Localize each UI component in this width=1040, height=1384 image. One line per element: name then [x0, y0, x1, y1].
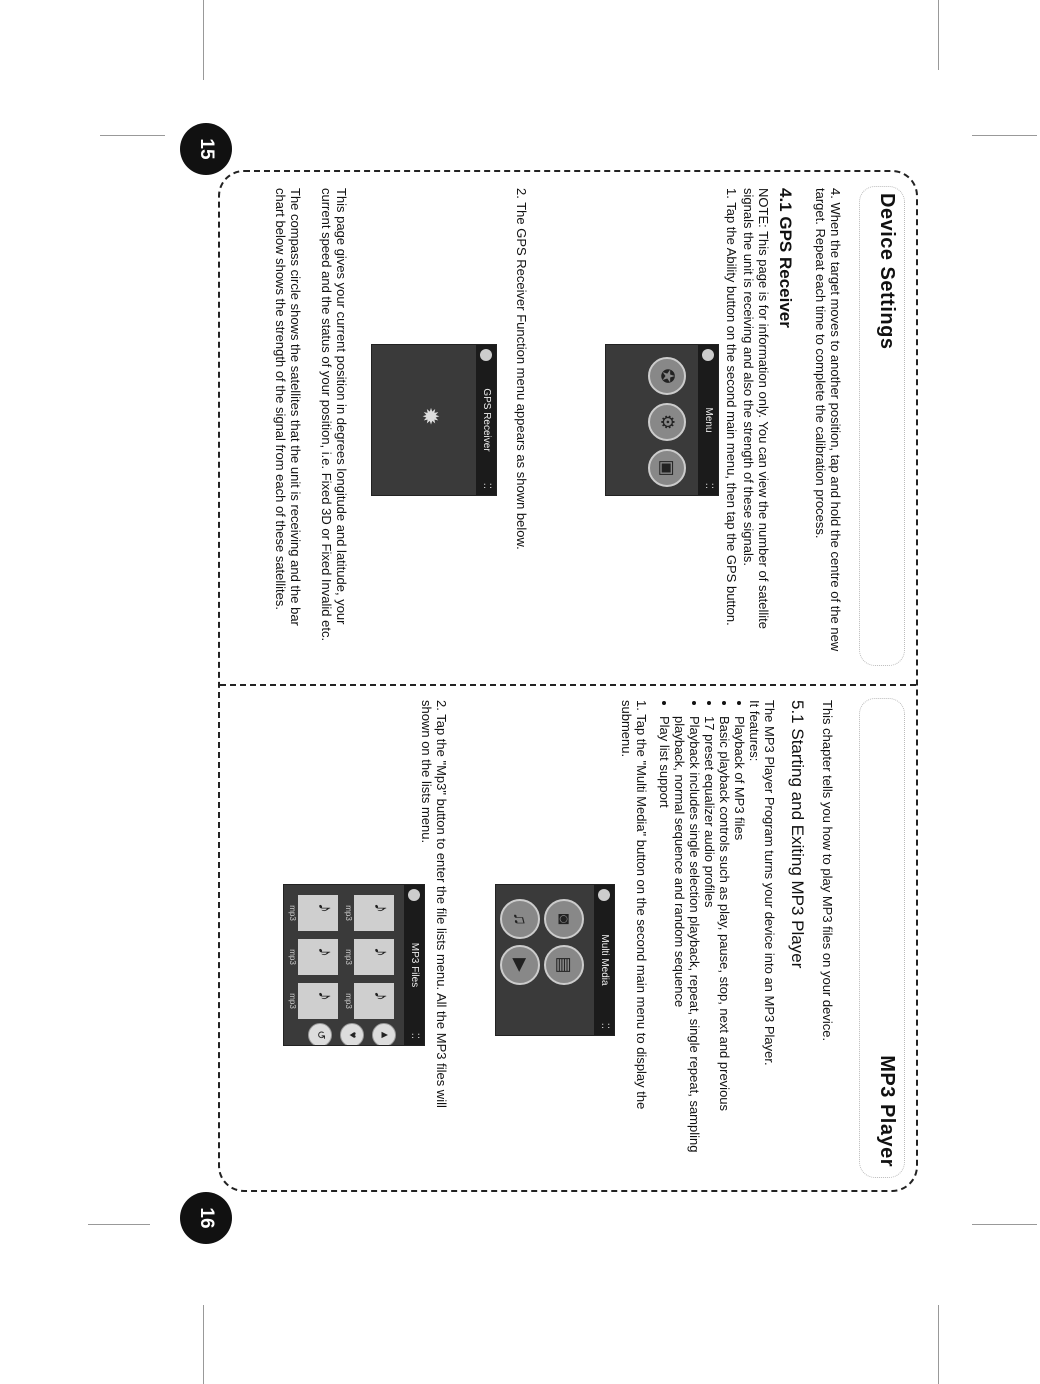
- crop-mark: [938, 1305, 939, 1384]
- music-note-icon: ♪: [370, 903, 392, 913]
- home-icon: [702, 349, 714, 361]
- box-button[interactable]: [648, 449, 686, 487]
- page-number-text: 16: [196, 1207, 217, 1229]
- settings-button[interactable]: [648, 403, 686, 441]
- music-icon: ♫: [510, 912, 531, 926]
- mp3-screen-title: MP3 Files: [409, 942, 420, 988]
- file-label: mp3: [288, 993, 297, 1009]
- gear-icon: ⚙: [657, 413, 678, 431]
- crop-mark: [938, 0, 939, 70]
- crop-mark: [88, 1224, 150, 1225]
- back-button[interactable]: [308, 1023, 332, 1046]
- gps-button[interactable]: [648, 357, 686, 395]
- multi-media-screenshot: [495, 884, 615, 1036]
- paragraph-position: This page gives your current position in degrees longitude and latitude, your current speed and the status of your position, i.e. Fixed 3D or Fixed Invalid etc.: [319, 188, 349, 642]
- music-icon: [408, 889, 420, 901]
- video-button[interactable]: [500, 945, 540, 985]
- page-number-15: [180, 123, 232, 175]
- gps-receiver-screenshot: [371, 344, 497, 496]
- step-2: 2. The GPS Receiver Function menu appears as shown below.: [514, 188, 529, 550]
- mp3-files-screenshot: [283, 884, 425, 1046]
- features-list: [657, 700, 747, 1170]
- page-16: [225, 694, 905, 1188]
- feature-item: • Play list support: [657, 716, 672, 1170]
- multimedia-screen-title: Multi Media: [599, 934, 610, 986]
- crop-mark: [203, 0, 204, 80]
- photo-button[interactable]: [544, 899, 584, 939]
- menu-dots-icon: ⁚⁚: [481, 482, 492, 489]
- mp3-file-item[interactable]: [288, 895, 338, 931]
- mp3-file-item[interactable]: [288, 983, 338, 1019]
- feature-item: • 17 preset equalizer audio profiles: [702, 716, 717, 1170]
- mp3-button[interactable]: [500, 899, 540, 939]
- book-icon: ▤: [554, 956, 575, 974]
- page-number-text: 15: [196, 138, 217, 160]
- file-label: mp3: [344, 905, 353, 921]
- section-header: [859, 698, 905, 1178]
- music-note-icon: ♪: [314, 947, 336, 957]
- file-label: mp3: [288, 905, 297, 921]
- box-icon: ▣: [657, 459, 678, 477]
- page-15: [225, 182, 905, 676]
- step-4: 4. When the target moves to another position, tap and hold the centre of the new target. Repeat each time to complete the calibration process.: [813, 188, 843, 652]
- crop-mark: [203, 1305, 204, 1384]
- music-note-icon: ♪: [370, 991, 392, 1001]
- crop-mark: [972, 135, 1037, 136]
- section-title: 4.1 GPS Receiver: [776, 188, 795, 328]
- scroll-up-button[interactable]: [372, 1023, 396, 1046]
- mp3-file-item[interactable]: [344, 983, 394, 1019]
- section-header: [859, 186, 905, 666]
- section-title: 5.1 Starting and Exiting MP3 Player: [788, 700, 807, 969]
- mp3-file-item[interactable]: [288, 939, 338, 975]
- gps-screen-title: GPS Receiver: [481, 388, 492, 452]
- paragraph-compass: The compass circle shows the satellites that the unit is receiving and the bar chart below shows the strength of the signal from each of these satellites.: [273, 188, 303, 626]
- page-number-16: [180, 1192, 232, 1244]
- chapter-intro: This chapter tells you how to play MP3 files on your device.: [820, 700, 835, 1042]
- media-icon: [598, 889, 610, 901]
- program-description: The MP3 Player Program turns your device into an MP3 Player.: [762, 700, 777, 1066]
- satellite-icon: [480, 349, 492, 361]
- music-note-icon: ♪: [314, 903, 336, 913]
- back-icon: ↺: [314, 1030, 327, 1040]
- menu-screenshot: [605, 344, 719, 496]
- up-icon: ▲: [378, 1029, 391, 1041]
- page-divider: [220, 684, 916, 686]
- file-label: mp3: [288, 949, 297, 965]
- header-title: Device Settings: [876, 193, 898, 350]
- features-label: It features:: [747, 700, 762, 762]
- feature-item: • Basic playback controls such as play, pause, stop, next and previous: [717, 716, 732, 1170]
- step-1: 1. Tap the "Multi Media" button on the second main menu to display the submenu.: [619, 700, 649, 1110]
- satellite-icon: ✪: [657, 368, 678, 384]
- music-note-icon: ♪: [314, 991, 336, 1001]
- crop-mark: [972, 1224, 1037, 1225]
- music-note-icon: ♪: [370, 947, 392, 957]
- heart-icon: ♥: [346, 1031, 359, 1039]
- feature-item: • Playback of MP3 files: [732, 716, 747, 1170]
- crop-mark: [100, 135, 165, 136]
- menu-screen-title: Menu: [703, 407, 714, 433]
- feature-item: • Playback includes single selection playback, repeat, single repeat, sampling playback, normal sequence and random sequence: [672, 716, 702, 1170]
- camera-icon: ◙: [554, 913, 575, 925]
- file-label: mp3: [344, 949, 353, 965]
- mp3-file-item[interactable]: [344, 939, 394, 975]
- file-label: mp3: [344, 993, 353, 1009]
- header-title: MP3 Player: [876, 1055, 898, 1167]
- ebook-button[interactable]: [544, 945, 584, 985]
- menu-dots-icon: ⁚⁚: [409, 1032, 420, 1039]
- mp3-file-item[interactable]: [344, 895, 394, 931]
- step-1: 1. Tap the Ability button on the second main menu, then tap the GPS button.: [724, 188, 739, 626]
- note: NOTE: This page is for information only. You can view the number of satellite signals the unit is receiving and also the strength of these signals.: [741, 188, 771, 630]
- film-icon: ▶: [510, 958, 531, 972]
- menu-dots-icon: ⁚⁚: [703, 482, 714, 489]
- step-2: 2. Tap the "Mp3" button to enter the file lists menu. All the MP3 files will shown on the lists menu.: [419, 700, 449, 1108]
- favorite-button[interactable]: [340, 1023, 364, 1046]
- compass-icon: ✹: [418, 407, 443, 426]
- menu-dots-icon: ⁚⁚: [599, 1022, 610, 1029]
